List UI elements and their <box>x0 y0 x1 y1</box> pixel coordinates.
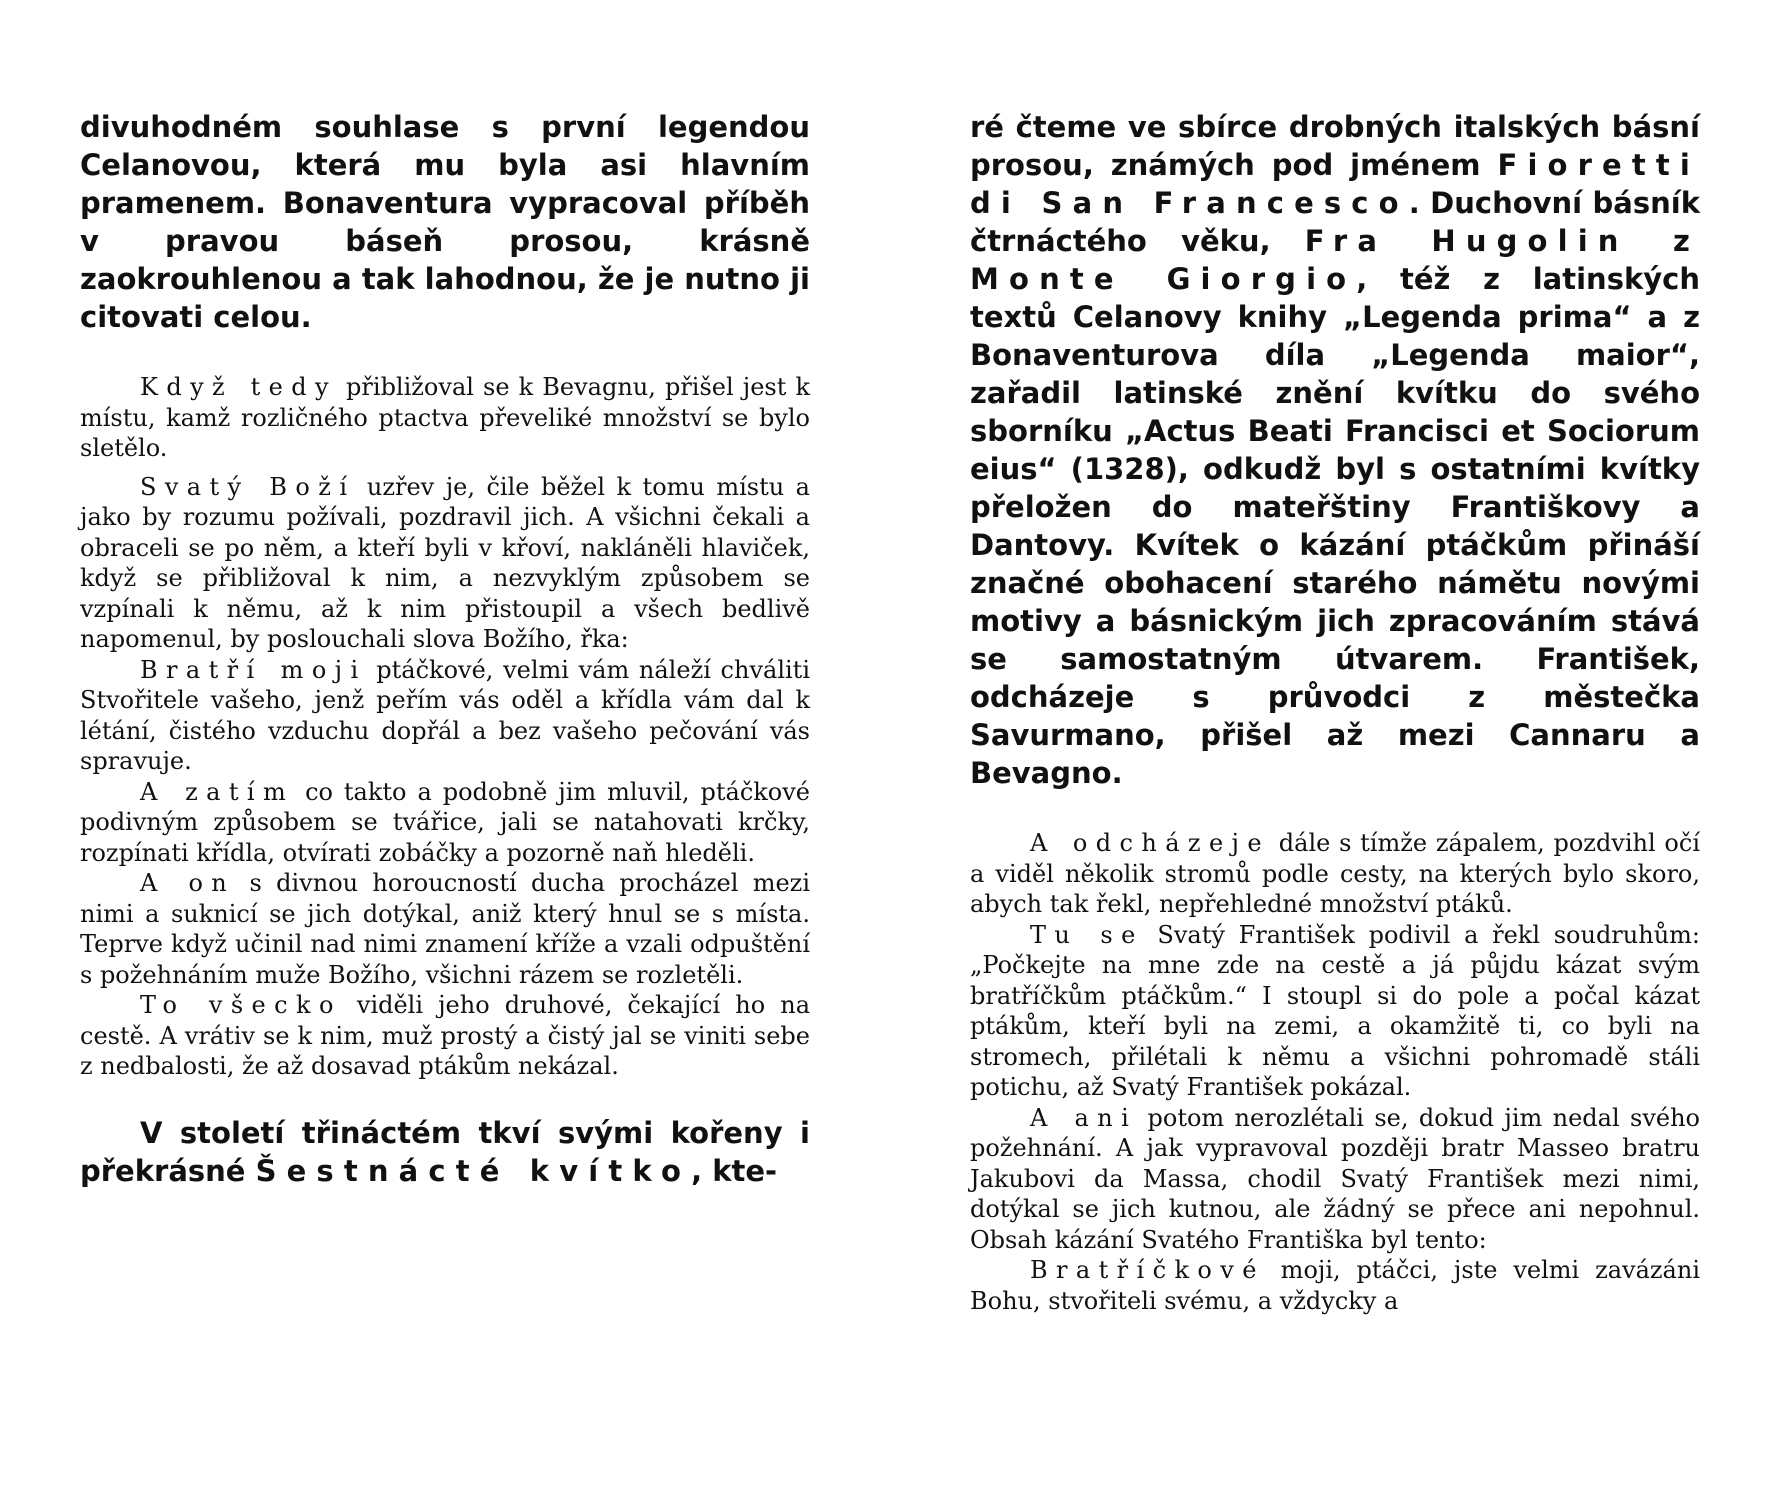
quote-text: co takto a podobně jim mluvil, ptáčkové podivným způsobem se tvářice, jali se natahovati krčky, rozpínati křídla, otvírati zobáčky a pozorně naň hleděli. <box>80 777 811 867</box>
spaced-lead: A ani <box>1030 1103 1138 1132</box>
spaced-lead: A odcházeje <box>1030 829 1271 857</box>
spacer <box>80 336 810 372</box>
quote-paragraph <box>80 372 810 464</box>
quote-text: viděli jeho druhové, čekající ho na cestě. A vrátiv se k nim, muž prostý a čistý jal se viniti sebe z nedbalosti, že až dosavad ptákům nekázal. <box>80 991 810 1080</box>
spaced-lead: A zatím <box>140 777 295 806</box>
quote-paragraph <box>970 828 1700 920</box>
closing-tail: , kte- <box>691 1153 778 1188</box>
intro-paragraph: divuhodném souhlase s první legendou Celanovou, která mu byla asi hlavním pramenem. Bonaventura vypracoval příběh v pravou báseň prosou, krásně zaokrouhlenou a tak lahodnou, že je nutno ji citovati celou. <box>80 110 810 334</box>
quote-text: potom nerozlétali se, dokud jim nedal svého požehnání. A jak vypravoval později bratr Masseo bratru Jakubovi da Massa, chodil Svatý František mezi nimi, dotýkal se jich kutnou, ale žádný se přece ani nepohnul. Obsah kázání Svatého Františka byl tento: <box>970 1103 1701 1254</box>
spaced-lead: Bratříčkové <box>1030 1256 1265 1284</box>
quote-paragraph <box>970 1103 1700 1256</box>
quote-text: dále s tímže zápalem, pozdvihl očí a viděl několik stromů podle cesty, na kterých bylo skoro, abych tak řekl, nepřehledné množství ptáků. <box>970 829 1701 918</box>
quote-paragraph <box>80 472 810 655</box>
spaced-lead: Bratří moji <box>140 655 367 684</box>
body-text: ré čteme ve sbírce drobných italských básní prosou, známých pod jménem <box>970 110 1700 182</box>
quote-text: Svatý František podivil a řekl soudruhům: „Počkejte na mne zde na cestě a já půjdu kázat svým bratříčkům ptáčkům.“ I stoupl si do pole a počal kázat ptákům, kteří byli na zemi, a okamžitě ti, co byli na stromech, přilétali k němu a všichni pohromadě stáli potichu, až Svatý František pokázal. <box>970 920 1700 1101</box>
spaced-title: Šestnácté kvítko <box>255 1153 692 1188</box>
spaced-lead: Tu se <box>1030 920 1144 949</box>
spaced-lead: Svatý Boží <box>140 472 356 501</box>
quote-text: moji, ptáčci, jste velmi zavázáni Bohu, stvořiteli svému, a vždycky a <box>970 1256 1700 1315</box>
quote-paragraph <box>80 868 810 990</box>
spaced-title: Fioretti di San Francesco <box>970 148 1700 220</box>
quote-paragraph <box>970 1255 1700 1316</box>
quote-paragraph <box>80 990 810 1082</box>
main-paragraph <box>970 108 1700 792</box>
quote-text: uzřev je, čile běžel k tomu místu a jako by rozumu požívali, pozdravil jich. A všichni čekali a obraceli se po něm, a kteří byli v křoví, nakláněli hlaviček, když se přibližoval k nim, a nezvyklým způsobem se vzpínali k němu, až k nim přistoupil a všech bedlivě napomenul, by poslouchali slova Božího, řka: <box>80 472 810 653</box>
spaced-lead: A on <box>140 869 236 897</box>
quote-text: s divnou horoucností ducha procházel mezi nimi a suknicí se jich dotýkal, aniž který hnul se s místa. Teprve když učinil nad nimi znamení kříže a vzali odpuštění s požehnáním muže Božího, všichni rázem se rozletěli. <box>80 869 810 989</box>
quote-text: ptáčkové, velmi vám náleží chváliti Stvořitele vašeho, jenž peřím vás oděl a křídla vám dal k létání, čistého vzduchu dopřál a bez vašeho pečování vás spravuje. <box>80 655 810 775</box>
closing-paragraph <box>80 1114 810 1190</box>
spaced-lead: To všecko <box>140 991 342 1019</box>
spaced-lead: Když tedy <box>140 373 337 401</box>
closing-text: V století třináctém tkví svými kořeny i překrásné <box>80 1115 810 1188</box>
quote-text: přibližoval se k Bevagnu, přišel jest k místu, kamž rozličného ptactva převeliké množství se bylo sletělo. <box>80 373 811 462</box>
spacer <box>970 792 1700 828</box>
quote-paragraph <box>970 920 1700 1103</box>
body-text: , též z latinských textů Celanovy knihy „Legenda prima“ a z Bonaventurova díla „Legenda maior“, zařadil latinské znění kvítku do svého sborníku „Actus Beati Francisci et Sociorum eius“ (1328), odkudž byl s ostatními kvítky přeložen do mateřštiny Františkovy a Dantovy. Kvítek o kázání ptáčkům přináší značné obohacení starého námětu novými motivy a básnickým jich zpracováním stává se samostatným útvarem. František, odcházeje s průvodci z městečka Savurmano, přišel až mezi Cannaru a Bevagno. <box>970 262 1700 790</box>
quote-paragraph <box>80 777 810 869</box>
left-column <box>80 108 810 1190</box>
body-text: . Duchovní básník čtrnáctého věku, <box>970 186 1700 258</box>
spaced-name: Fra Hugolin z Monte Giorgio <box>970 224 1700 296</box>
quote-paragraph <box>80 655 810 777</box>
right-column <box>970 108 1700 1316</box>
